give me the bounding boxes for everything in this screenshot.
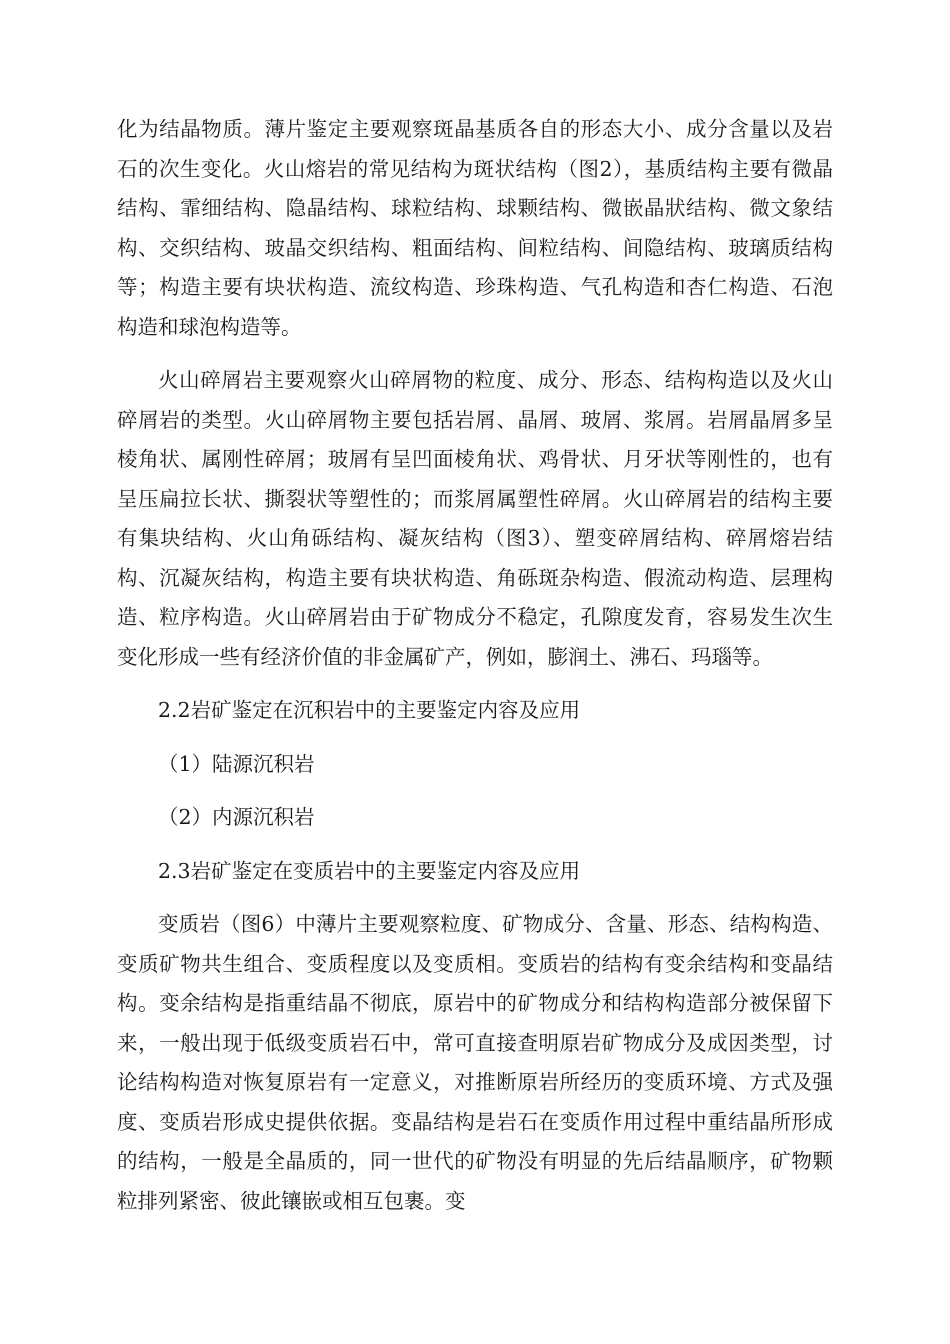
subheading-endogenous: （2）内源沉积岩 (158, 805, 315, 829)
paragraph-metamorphic-rock: 变质岩（图6）中薄片主要观察粒度、矿物成分、含量、形态、结构构造、变质矿物共生组合、变质程度以及变质相。变质岩的结构有变余结构和变晶结构。变余结构是指重结晶不彻底，原岩中的矿物成分和结构构造部分被保留下来，一般出现于低级变质岩石中，常可直接查明原岩矿物成分及成因类型，讨论结构构造对恢复原岩有一定意义，对推断原岩所经历的变质环境、方式及强度、变质岩形成史提供依据。变晶结构是岩石在变质作用过程中重结晶所形成的结构，一般是全晶质的，同一世代的矿物没有明显的先后结晶顺序，矿物颗粒排列紧密、彼此镶嵌或相互包裹。变 (117, 912, 833, 1213)
document-body (117, 110, 833, 1235)
paragraph-volcanic-lava: 化为结晶物质。薄片鉴定主要观察斑晶基质各自的形态大小、成分含量以及岩石的次生变化。火山熔岩的常见结构为斑状结构（图2），基质结构主要有微晶结构、霏细结构、隐晶结构、球粒结构、球颗结构、微嵌晶狀结构、微文象结构、交织结构、玻晶交织结构、粗面结构、间粒结构、间隐结构、玻璃质结构等；构造主要有块状构造、流纹构造、珍珠构造、气孔构造和杏仁构造、石泡构造和球泡构造等。 (117, 117, 833, 339)
section-heading-sedimentary: 2.2岩矿鉴定在沉积岩中的主要鉴定内容及应用 (158, 698, 581, 722)
subheading-terrigenous: （1）陆源沉积岩 (158, 751, 315, 776)
paragraph-pyroclastic-rock: 火山碎屑岩主要观察火山碎屑物的粒度、成分、形态、结构构造以及火山碎屑岩的类型。火山碎屑物主要包括岩屑、晶屑、玻屑、浆屑。岩屑晶屑多呈棱角状、属刚性碎屑；玻屑有呈凹面棱角状、鸡骨状、月牙状等刚性的，也有呈压扁拉长状、撕裂状等塑性的；而浆屑属塑性碎屑。火山碎屑岩的结构主要有集块结构、火山角砾结构、凝灰结构（图3）、塑变碎屑结构、碎屑熔岩结构、沉凝灰结构，构造主要有块状构造、角砾斑杂构造、假流动构造、层理构造、粒序构造。火山碎屑岩由于矿物成分不稳定，孔隙度发育，容易发生次生变化形成一些有经济价值的非金属矿产，例如，膨润土、沸石、玛瑙等。 (117, 368, 833, 669)
section-heading-metamorphic: 2.3岩矿鉴定在变质岩中的主要鉴定内容及应用 (158, 858, 581, 883)
